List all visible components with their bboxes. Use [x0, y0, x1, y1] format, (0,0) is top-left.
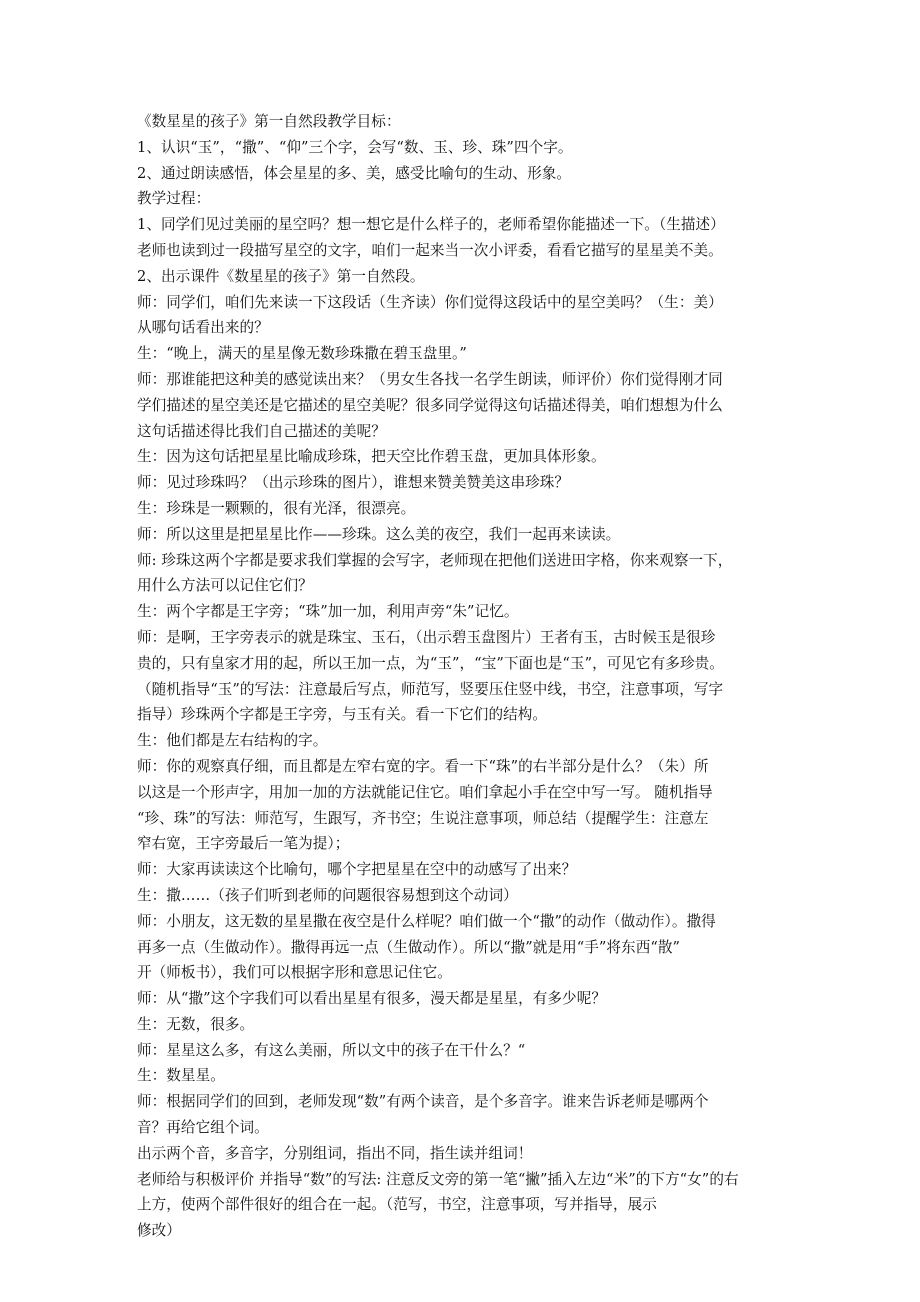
text-line: 从哪句话看出来的？	[137, 319, 269, 337]
text-line: 师：是啊，王字旁表示的就是珠宝、玉石，（出示碧玉盘图片）王者有玉，古时候玉是很珍	[137, 628, 716, 646]
text-line: 2、通过朗读感悟，体会星星的多、美，感受比喻句的生动、形象。	[137, 164, 572, 182]
text-line: 师：大家再读读这个比喻句，哪个字把星星在空中的动感写了出来？	[137, 861, 577, 879]
text-line: 这句话描述得比我们自己描述的美呢？	[137, 422, 386, 440]
text-line: 师：同学们，咱们先来读一下这段话（生齐读）你们觉得这段话中的星空美吗？（生：美）	[137, 293, 723, 311]
text-line: 2、出示课件《数星星的孩子》第一自然段。	[137, 267, 425, 285]
text-line: 学们描述的星空美还是它描述的星空美呢？很多同学觉得这句话描述得美，咱们想想为什么	[137, 396, 723, 414]
text-line: 修改）	[137, 1222, 181, 1240]
text-line: 生：数星星。	[137, 1067, 225, 1085]
text-line: 生：他们都是左右结构的字。	[137, 732, 328, 750]
text-line: 师：小朋友，这无数的星星撒在夜空是什么样呢？咱们做一个“撒”的动作（做动作）。撒得	[137, 912, 716, 930]
text-line: 生：两个字都是王字旁；“珠”加一加，利用声旁“朱”记忆。	[137, 603, 519, 621]
text-line: 老师给与积极评价 并指导“数”的写法: 注意反文旁的第一笔“撇”插入左边“米”的下方“女”的右	[137, 1170, 739, 1188]
text-line: 音？再给它组个词。	[137, 1119, 269, 1137]
text-line: 师：所以这里是把星星比作——珍珠。这么美的夜空，我们一起再来读读。	[137, 525, 621, 543]
text-line: 师：星星这么多，有这么美丽，所以文中的孩子在干什么？“	[137, 1041, 526, 1059]
text-line: 开（师板书），我们可以根据字形和意思记住它。	[137, 964, 452, 982]
document-page	[137, 109, 785, 1244]
text-line: 教学过程：	[137, 190, 211, 208]
text-line: 上方，使两个部件很好的组合在一起。（范写，书空，注意事项，写并指导，展示	[137, 1196, 657, 1214]
text-line: 再多一点（生做动作）。撒得再远一点（生做动作）。所以“撒”就是用“手”将东西“散”	[137, 938, 680, 956]
text-line: 以这是一个形声字，用加一加的方法就能记住它。咱们拿起小手在空中写一写。 随机指导	[137, 783, 713, 801]
text-line: 用什么方法可以记住它们？	[137, 577, 313, 595]
text-line: 师: 珍珠这两个字都是要求我们掌握的会写字，老师现在把他们送进田字格，你来观察一下，	[137, 551, 733, 569]
text-line: 出示两个音，多音字，分别组词，指出不同，指生读并组词！	[137, 1144, 533, 1162]
text-line: 生：因为这句话把星星比喻成珍珠，把天空比作碧玉盘，更加具体形象。	[137, 448, 606, 466]
text-line: 生：撒……（孩子们听到老师的问题很容易想到这个动词）	[137, 886, 518, 904]
text-line: 1、认识“玉”，“撒”、“仰”三个字，会写“数、玉、珍、珠”四个字。	[137, 138, 573, 156]
text-line: 生：无数，很多。	[137, 1015, 255, 1033]
text-line: 老师也读到过一段描写星空的文字，咱们一起来当一次小评委，看看它描写的星星美不美。	[137, 241, 723, 259]
text-line: 师：见过珍珠吗？（出示珍珠的图片），谁想来赞美赞美这串珍珠？	[137, 474, 570, 492]
text-line: 师：你的观察真仔细，而且都是左窄右宽的字。看一下“珠”的右半部分是什么？（朱）所	[137, 757, 709, 775]
text-line: 窄右宽，王字旁最后一笔为提）；	[137, 835, 350, 853]
text-line: 师：从“撒”这个字我们可以看出星星有很多，漫天都是星星，有多少呢？	[137, 990, 606, 1008]
text-line: 生：“晚上，满天的星星像无数珍珠撒在碧玉盘里。”	[137, 345, 467, 363]
text-line: 贵的，只有皇家才用的起，所以王加一点，为“玉”，“宝”下面也是“玉”，可见它有多珍贵。	[137, 654, 724, 672]
text-line: 师：那谁能把这种美的感觉读出来？（男女生各找一名学生朗读，师评价）你们觉得刚才同	[137, 370, 723, 388]
text-line: 指导）珍珠两个字都是王字旁，与玉有关。看一下它们的结构。	[137, 706, 548, 724]
text-line: 《数星星的孩子》第一自然段教学目标：	[137, 113, 401, 130]
text-line: 生：珍珠是一颗颗的，很有光泽，很漂亮。	[137, 499, 416, 517]
text-line: “珍、珠”的写法：师范写，生跟写，齐书空；生说注意事项，师总结（提醒学生：注意左	[137, 809, 709, 827]
text-line: （随机指导“玉”的写法：注意最后写点，师范写，竖要压住竖中线，书空，注意事项，写字	[137, 680, 724, 698]
text-line: 师：根据同学们的回到，老师发现“数”有两个读音，是个多音字。谁来告诉老师是哪两个	[137, 1093, 709, 1111]
text-line: 1、同学们见过美丽的星空吗？想一想它是什么样子的，老师希望你能描述一下。（生描述）	[137, 216, 725, 234]
